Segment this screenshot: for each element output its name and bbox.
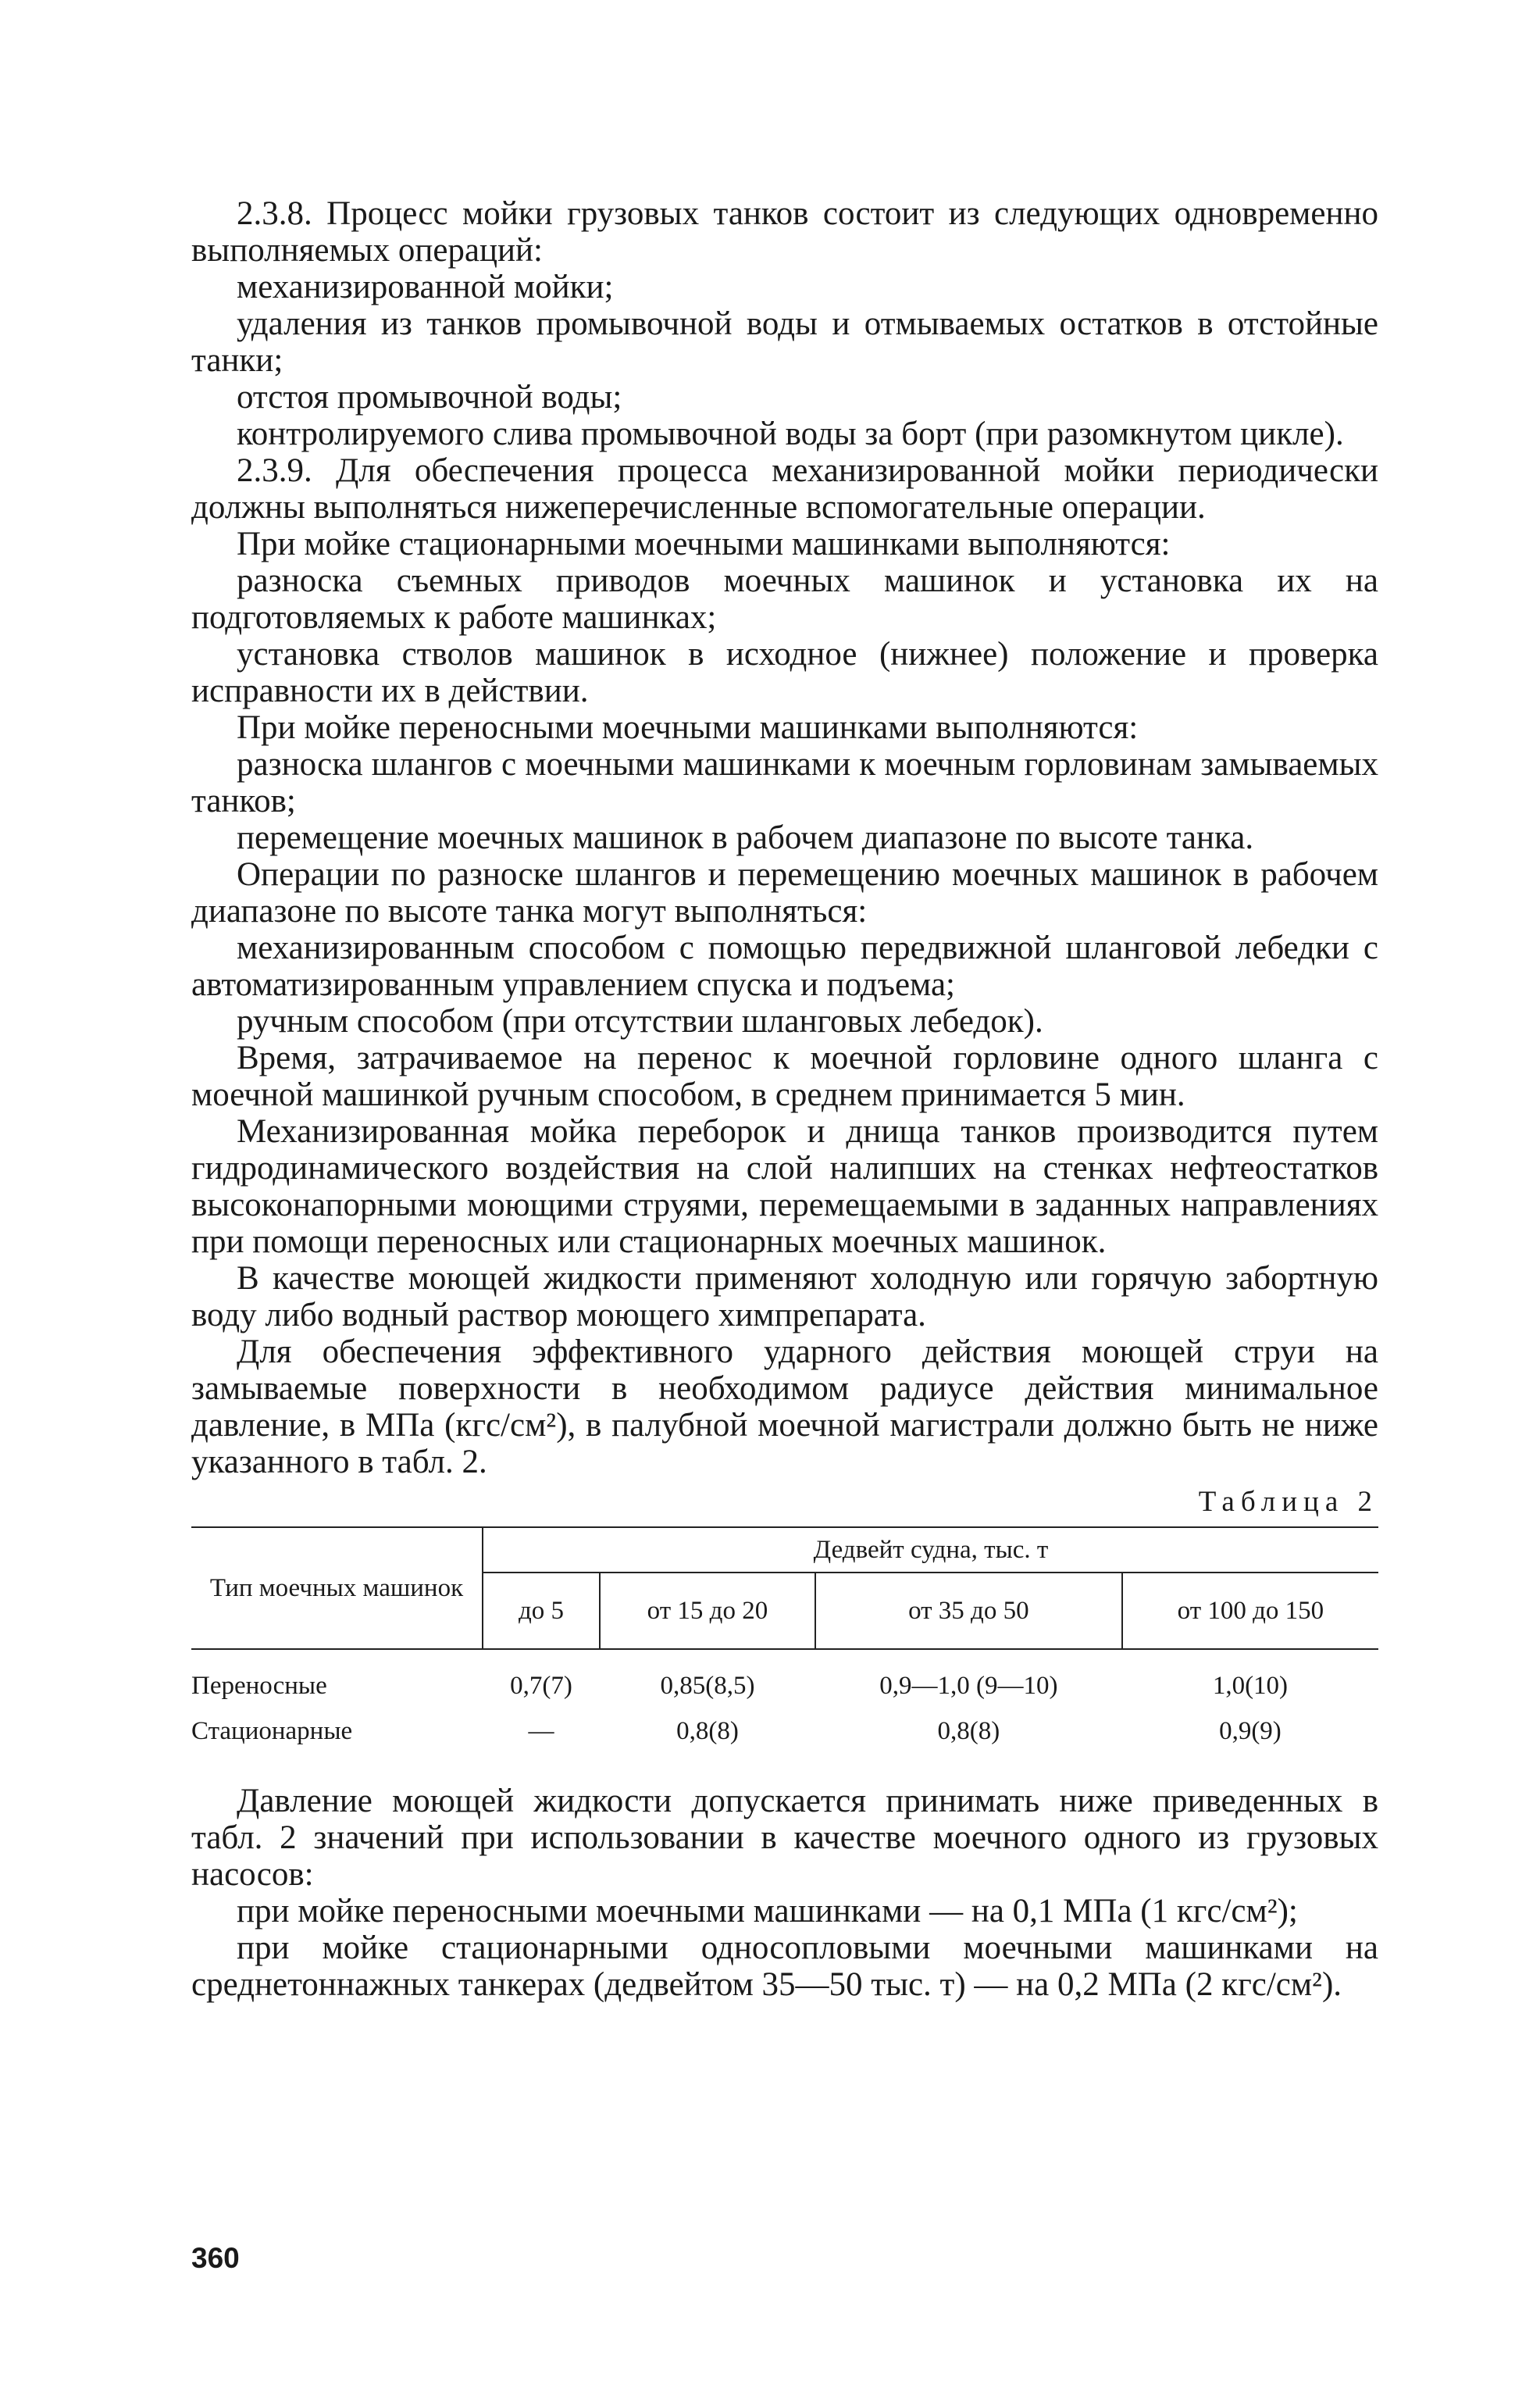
table-row — [191, 1706, 1378, 1751]
paragraph: При мойке стационарными моечными машинками выполняются: — [237, 526, 1171, 562]
list-item: при мойке переносными моечными машинками — на 0,1 МПа (1 кгс/см²); — [237, 1893, 1298, 1930]
table-cell: 0,85(8,5) — [660, 1672, 755, 1700]
list-item: удаления из танков промывочной воды и отмываемых остатков в отстойные танки; — [191, 305, 1378, 379]
list-item: механизированной мойки; — [237, 269, 614, 305]
table-cell: 1,0(10) — [1212, 1672, 1289, 1700]
table-2 — [191, 1526, 1378, 1751]
paragraph: При мойке переносными моечными машинками выполняются: — [237, 709, 1139, 746]
list-item: механизированным способом с помощью передвижной шланговой лебедки с автоматизированным управлением спуска и подъема; — [191, 930, 1378, 1003]
paragraph: Время, затрачиваемое на перенос к моечной горловине одного шланга с моечной машинкой ручным способом, в среднем принимается 5 мин. — [191, 1040, 1378, 1113]
paragraph: В качестве моющей жидкости применяют холодную или горячую забортную воду либо водный раствор моющего химпрепарата. — [191, 1260, 1378, 1333]
table-row — [191, 1649, 1378, 1706]
page-body — [191, 195, 1378, 2003]
page-number: 360 — [191, 2242, 240, 2274]
paragraph: Для обеспечения эффективного ударного действия моющей струи на замываемые поверхности в необходимом радиусе действия минимальное давление, в МПа (кгс/см²), в палубной моечной магистрали должно быть не ниже указанного в табл. 2. — [191, 1333, 1378, 1480]
table-column-header: от 35 до 50 — [815, 1573, 1122, 1649]
paragraph: Давление моющей жидкости допускается принимать ниже приведенных в табл. 2 значений при использовании в качестве моечного одного из грузовых насосов: — [191, 1783, 1378, 1893]
list-item: отстоя промывочной воды; — [237, 379, 622, 416]
paragraph: Механизированная мойка переборок и днища танков производится путем гидродинамического воздействия на слой налипших на стенках нефтеостатков высоконапорными моющими струями, перемещаемыми в заданных направлениях при помощи переносных или стационарных моечных машинок. — [191, 1113, 1378, 1260]
text-section-top — [191, 195, 1378, 1480]
paragraph: Операции по разноске шлангов и перемещению моечных машинок в рабочем диапазоне по высоте танка могут выполняться: — [191, 856, 1378, 930]
list-item: контролируемого слива промывочной воды за борт (при разомкнутом цикле). — [237, 416, 1344, 452]
table-column-header: от 100 до 150 — [1122, 1573, 1378, 1649]
table-column-header: от 15 до 20 — [600, 1573, 815, 1649]
table-cell: 0,9—1,0 (9—10) — [879, 1672, 1058, 1700]
paragraph: 2.3.9. Для обеспечения процесса механизированной мойки периодически должны выполняться нижеперечисленные вспомогательные операции. — [191, 452, 1378, 526]
list-item: перемещение моечных машинок в рабочем диапазоне по высоте танка. — [237, 819, 1254, 856]
table-column-header: до 5 — [483, 1573, 600, 1649]
list-item: разноска съемных приводов моечных машинок и установка их на подготовляемых к работе машинках; — [191, 562, 1378, 636]
table-header-type: Тип моечных машинок — [191, 1527, 483, 1649]
table-cell: 0,9(9) — [1219, 1717, 1282, 1745]
table-cell: 0,8(8) — [676, 1717, 739, 1745]
table-cell: 0,7(7) — [510, 1672, 572, 1700]
list-item: разноска шлангов с моечными машинками к моечным горловинам замываемых танков; — [191, 746, 1378, 819]
paragraph: 2.3.8. Процесс мойки грузовых танков состоит из следующих одновременно выполняемых операций: — [191, 195, 1378, 269]
list-item: установка стволов машинок в исходное (нижнее) положение и проверка исправности их в действии. — [191, 636, 1378, 709]
list-item: при мойке стационарными односопловыми моечными машинками на среднетоннажных танкерах (дедвейтом 35—50 тыс. т) — на 0,2 МПа (2 кгс/см²). — [191, 1930, 1378, 2003]
text-section-bottom — [191, 1783, 1378, 2003]
list-item: ручным способом (при отсутствии шланговых лебедок). — [237, 1003, 1043, 1040]
table-cell: — — [528, 1717, 554, 1745]
table-header-deadweight: Дедвейт судна, тыс. т — [483, 1527, 1378, 1573]
table-row-label: Переносные — [191, 1672, 327, 1700]
table-caption: Таблица 2 — [1198, 1486, 1378, 1518]
table-row-label: Стационарные — [191, 1717, 353, 1745]
table-cell: 0,8(8) — [937, 1717, 1000, 1745]
